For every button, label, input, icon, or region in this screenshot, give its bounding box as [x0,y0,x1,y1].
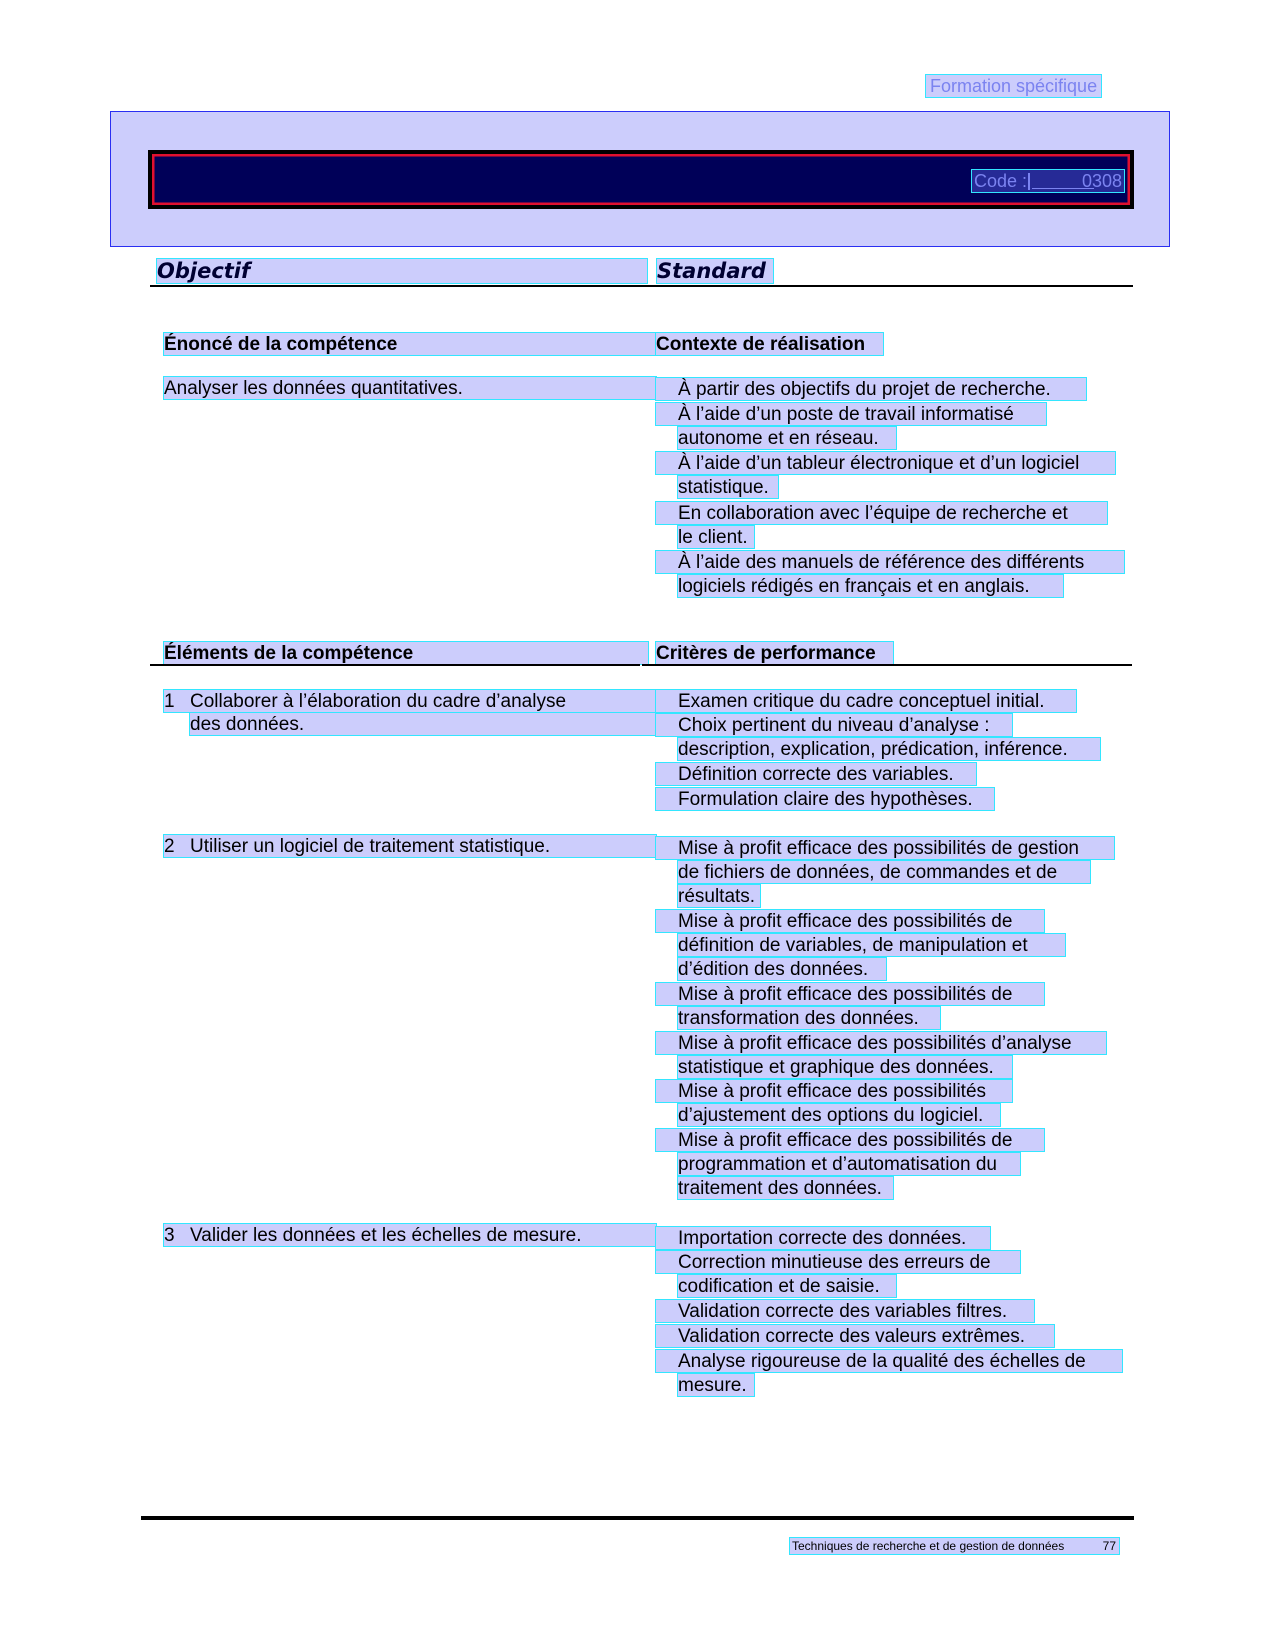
criterion-item-cont: programmation et d’automatisation du [678,1153,1020,1175]
element-3 [164,1224,656,1246]
context-item-cont: autonome et en réseau. [678,427,896,449]
elements-rule [150,664,640,666]
element-text: Valider les données et les échelles de mesure. [190,1225,582,1246]
criterion-item: Choix pertinent du niveau d’analyse : [656,714,1012,736]
footer-rule [141,1516,1134,1520]
code-separator [1028,173,1030,190]
program-code [972,170,1124,192]
element-number: 3 [164,1225,175,1246]
criterion-item-cont: traitement des données. [678,1177,893,1199]
context-item: À l’aide des manuels de référence des différents [656,551,1124,573]
criterion-item-cont: transformation des données. [678,1007,940,1029]
criteria-rule [642,664,1132,666]
code-label: Code : [974,171,1028,191]
criterion-item: Validation correcte des valeurs extrêmes. [656,1325,1054,1347]
criterion-item-cont: description, explication, prédication, inférence. [678,738,1100,760]
competency-statement: Analyser les données quantitatives. [164,377,656,399]
context-item: À l’aide d’un poste de travail informatisé [656,403,1046,425]
criterion-item: Validation correcte des variables filtres. [656,1300,1034,1322]
page-number: 77 [1102,1539,1116,1553]
criterion-item-cont: résultats. [678,885,760,907]
criterion-item: Formulation claire des hypothèses. [656,788,994,810]
criterion-item: Mise à profit efficace des possibilités de [656,910,1044,932]
context-item: À partir des objectifs du projet de recherche. [656,378,1086,400]
heading-rule [150,285,1133,287]
footer [790,1538,1119,1554]
criterion-item: Analyse rigoureuse de la qualité des échelles de [656,1350,1122,1372]
element-text: Collaborer à l’élaboration du cadre d’analyse [190,691,567,712]
criteria-heading: Critères de performance [656,642,893,664]
criterion-item-cont: statistique et graphique des données. [678,1056,1012,1078]
criterion-item: Mise à profit efficace des possibilités d’analyse [656,1032,1106,1054]
criterion-item: Correction minutieuse des erreurs de [656,1251,1020,1273]
context-item: En collaboration avec l’équipe de recherche et [656,502,1107,524]
context-item: À l’aide d’un tableur électronique et d’un logiciel [656,452,1115,474]
criterion-item-cont: mesure. [678,1374,754,1396]
element-1-cont: des données. [190,713,656,735]
criterion-item-cont: d’ajustement des options du logiciel. [678,1104,1000,1126]
criterion-item-cont: définition de variables, de manipulation et [678,934,1065,956]
element-1 [164,690,656,712]
criterion-item: Importation correcte des données. [656,1227,990,1249]
criterion-item: Mise à profit efficace des possibilités de gestion [656,837,1114,859]
column-heading-objectif: Objectif [157,259,647,283]
element-2 [164,835,656,857]
elements-heading: Éléments de la compétence [164,642,648,664]
column-heading-standard: Standard [657,259,773,283]
criterion-item: Définition correcte des variables. [656,763,976,785]
code-value: 0308 [1081,171,1122,191]
context-item-cont: logiciels rédigés en français et en anglais. [678,575,1063,597]
criterion-item: Mise à profit efficace des possibilités [656,1080,1012,1102]
element-number: 2 [164,836,175,857]
statement-heading: Énoncé de la compétence [164,333,656,355]
context-item-cont: le client. [678,526,754,548]
criterion-item-cont: de fichiers de données, de commandes et de [678,861,1090,883]
context-item-cont: statistique. [678,476,778,498]
element-number: 1 [164,691,175,712]
criterion-item-cont: codification et de saisie. [678,1275,896,1297]
footer-title: Techniques de recherche et de gestion de données [792,1539,1065,1553]
context-heading: Contexte de réalisation [656,333,883,355]
element-text: Utiliser un logiciel de traitement statistique. [190,836,551,857]
document-type-label: Formation spécifique [926,75,1101,97]
criterion-item: Mise à profit efficace des possibilités de [656,983,1044,1005]
criterion-item: Examen critique du cadre conceptuel initial. [656,690,1076,712]
criterion-item: Mise à profit efficace des possibilités de [656,1129,1044,1151]
criterion-item-cont: d’édition des données. [678,958,886,980]
